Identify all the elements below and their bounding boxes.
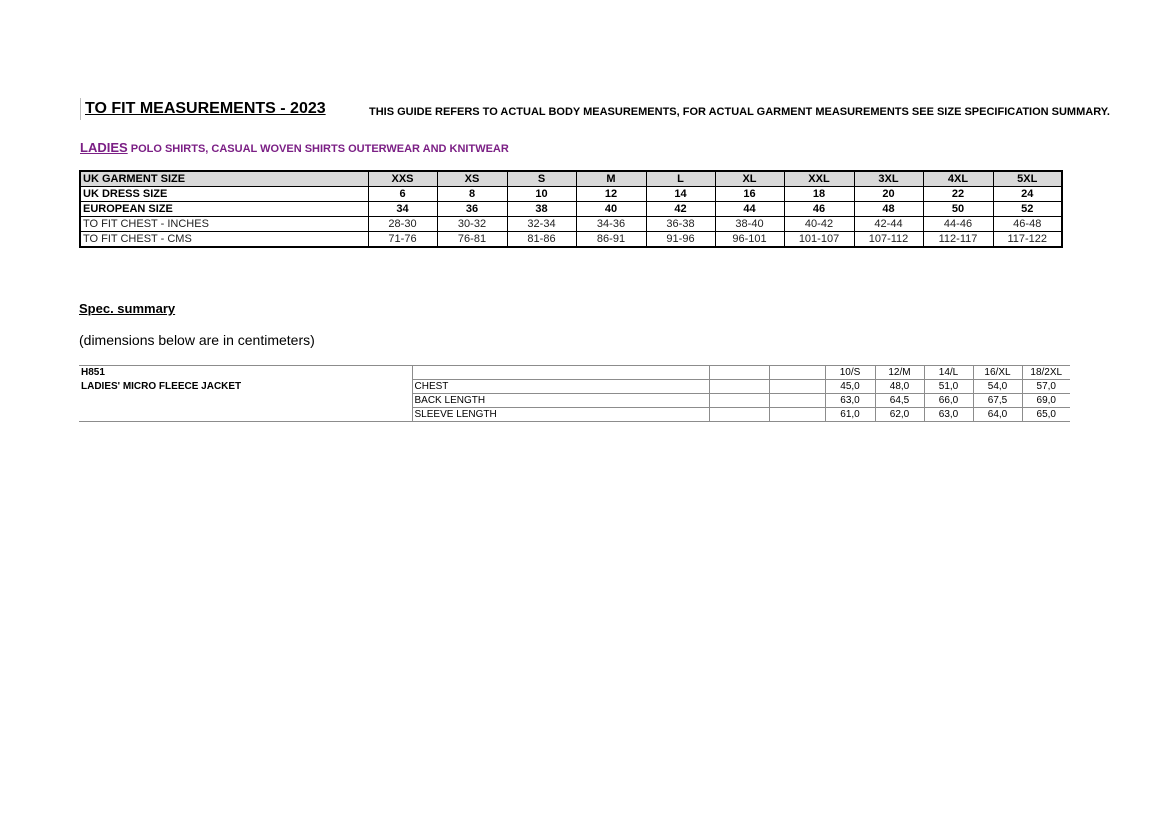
size-cell: 46 [784, 202, 854, 217]
spec-value: 51,0 [924, 380, 973, 394]
page-title: TO FIT MEASUREMENTS - 2023 [85, 100, 326, 117]
size-cell: 36 [437, 202, 507, 217]
size-row-label: EUROPEAN SIZE [80, 202, 368, 217]
size-cell: 38 [507, 202, 576, 217]
spec-size-header: 16/XL [973, 366, 1022, 380]
spec-summary-title: Spec. summary [79, 301, 176, 316]
spec-value: 65,0 [1022, 408, 1070, 422]
size-cell: 30-32 [437, 217, 507, 232]
size-cell: XL [715, 171, 784, 187]
size-cell: 42 [646, 202, 715, 217]
size-cell: 32-34 [507, 217, 576, 232]
spec-value: 57,0 [1022, 380, 1070, 394]
spec-value: 64,0 [973, 408, 1022, 422]
spec-size-header: 18/2XL [1022, 366, 1070, 380]
size-cell: 52 [993, 202, 1062, 217]
size-row [80, 171, 1062, 187]
size-cell: 24 [993, 187, 1062, 202]
spec-value: 67,5 [973, 394, 1022, 408]
spec-size-header: 14/L [924, 366, 973, 380]
size-cell: 42-44 [854, 217, 923, 232]
spec-header-row [79, 366, 1070, 380]
size-row [80, 187, 1062, 202]
spec-value: 69,0 [1022, 394, 1070, 408]
size-cell: 10 [507, 187, 576, 202]
size-table-body [80, 171, 1062, 247]
size-row-label: UK GARMENT SIZE [80, 171, 368, 187]
title-container [80, 98, 326, 120]
spec-row-label: CHEST [412, 380, 709, 394]
spec-size-header: 10/S [825, 366, 875, 380]
spec-row [79, 408, 1070, 422]
size-cell: 96-101 [715, 232, 784, 248]
size-cell: 34-36 [576, 217, 646, 232]
size-cell: 3XL [854, 171, 923, 187]
spec-row-label: BACK LENGTH [412, 394, 709, 408]
size-row [80, 217, 1062, 232]
size-cell: 40 [576, 202, 646, 217]
size-cell: 6 [368, 187, 437, 202]
size-cell: XXS [368, 171, 437, 187]
size-cell: 20 [854, 187, 923, 202]
spec-code: H851 [79, 366, 412, 380]
size-cell: 36-38 [646, 217, 715, 232]
size-cell: 101-107 [784, 232, 854, 248]
size-cell: 71-76 [368, 232, 437, 248]
size-row-label: TO FIT CHEST - INCHES [80, 217, 368, 232]
size-cell: 18 [784, 187, 854, 202]
size-cell: 76-81 [437, 232, 507, 248]
size-cell: S [507, 171, 576, 187]
spec-value: 62,0 [875, 408, 924, 422]
size-cell: 8 [437, 187, 507, 202]
spec-value: 63,0 [924, 408, 973, 422]
size-cell: 40-42 [784, 217, 854, 232]
size-cell: 22 [923, 187, 993, 202]
size-cell: 16 [715, 187, 784, 202]
size-cell: L [646, 171, 715, 187]
size-cell: 107-112 [854, 232, 923, 248]
size-cell: XS [437, 171, 507, 187]
size-cell: XXL [784, 171, 854, 187]
size-cell: 91-96 [646, 232, 715, 248]
size-row-label: TO FIT CHEST - CMS [80, 232, 368, 248]
size-table [79, 170, 1063, 248]
size-cell: 12 [576, 187, 646, 202]
size-row [80, 202, 1062, 217]
size-cell: 117-122 [993, 232, 1062, 248]
spec-row [79, 394, 1070, 408]
spec-product: LADIES' MICRO FLEECE JACKET [79, 380, 412, 394]
size-cell: 5XL [993, 171, 1062, 187]
spec-value: 63,0 [825, 394, 875, 408]
spec-table [79, 365, 1070, 422]
size-cell: 81-86 [507, 232, 576, 248]
size-cell: M [576, 171, 646, 187]
size-cell: 48 [854, 202, 923, 217]
size-cell: 112-117 [923, 232, 993, 248]
spec-value: 66,0 [924, 394, 973, 408]
spec-row-label: SLEEVE LENGTH [412, 408, 709, 422]
size-cell: 86-91 [576, 232, 646, 248]
spec-value: 45,0 [825, 380, 875, 394]
size-row-label: UK DRESS SIZE [80, 187, 368, 202]
spec-value: 54,0 [973, 380, 1022, 394]
spec-summary-note: (dimensions below are in centimeters) [79, 332, 315, 348]
spec-value: 61,0 [825, 408, 875, 422]
guide-note: THIS GUIDE REFERS TO ACTUAL BODY MEASUREMENTS, FOR ACTUAL GARMENT MEASUREMENTS SEE SIZE SPECIFICATION SUMMARY. [369, 106, 1110, 118]
size-cell: 46-48 [993, 217, 1062, 232]
spec-row [79, 380, 1070, 394]
size-cell: 14 [646, 187, 715, 202]
spec-value: 48,0 [875, 380, 924, 394]
size-cell: 44 [715, 202, 784, 217]
spec-size-header: 12/M [875, 366, 924, 380]
size-cell: 38-40 [715, 217, 784, 232]
size-cell: 28-30 [368, 217, 437, 232]
size-cell: 34 [368, 202, 437, 217]
size-row [80, 232, 1062, 248]
size-cell: 50 [923, 202, 993, 217]
category-heading [80, 139, 509, 157]
size-cell: 4XL [923, 171, 993, 187]
size-cell: 44-46 [923, 217, 993, 232]
spec-value: 64,5 [875, 394, 924, 408]
category-rest: POLO SHIRTS, CASUAL WOVEN SHIRTS OUTERWEAR AND KNITWEAR [127, 143, 509, 155]
category-main: LADIES [80, 140, 128, 155]
